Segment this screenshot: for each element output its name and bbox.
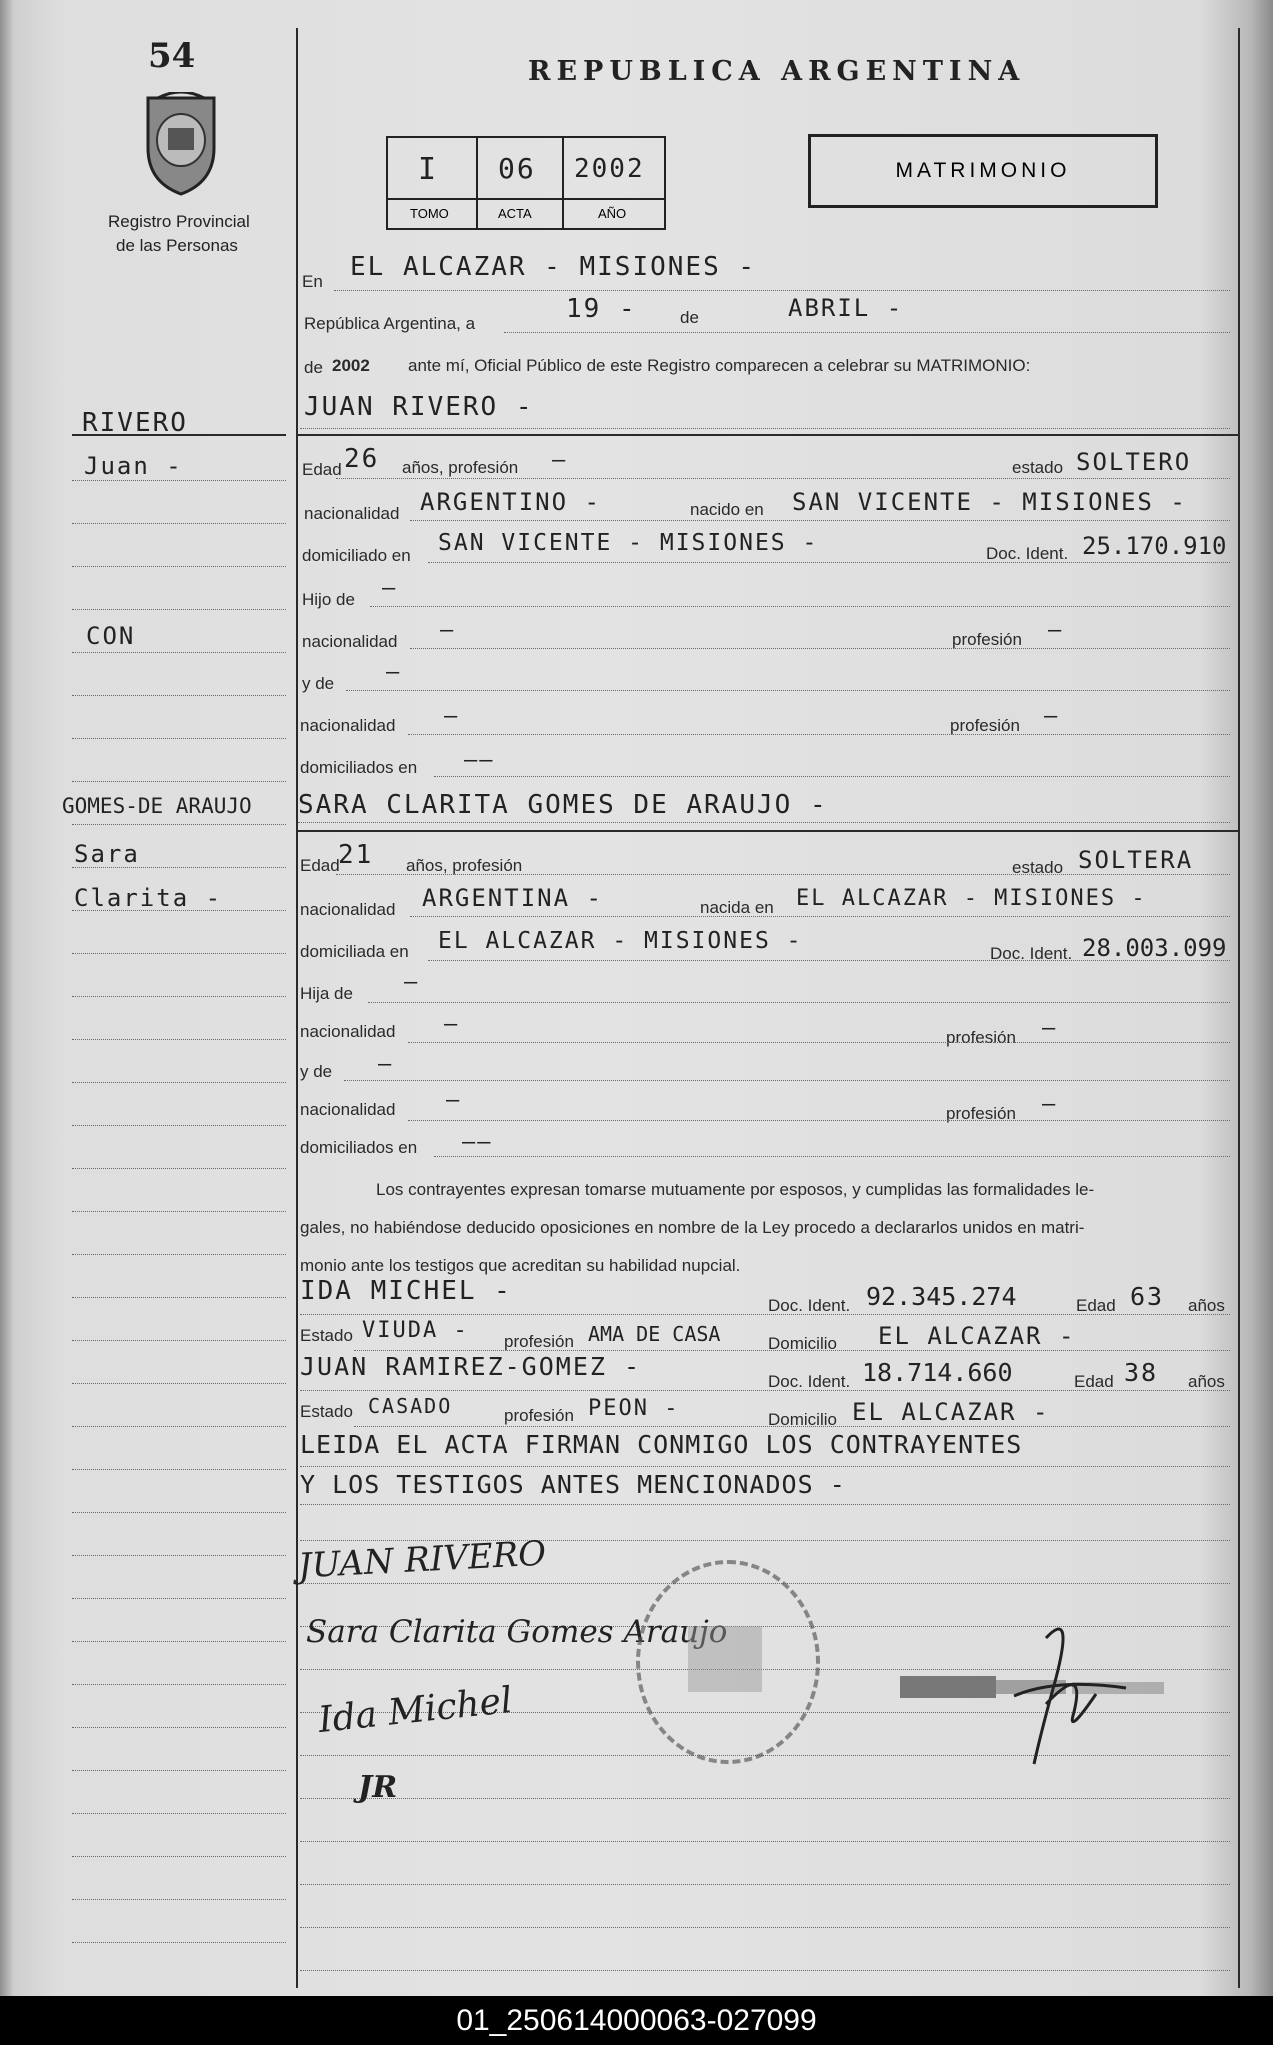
scan-footer: 01_250614000063-027099 [0,1996,1273,2045]
bride-prof1-label: profesión [946,1028,1016,1047]
groom-hijo-label: Hijo de [302,590,355,609]
bride-nac1: — [444,1012,460,1037]
witness1-domicilio-label: Domicilio [768,1334,837,1353]
groom-nac2-label: nacionalidad [300,716,396,735]
de-label: de [680,308,699,327]
declaration-line2: gales, no habiéndose deducido oposiciones en nombre de la Ley procedo a declararlos unidos en matri- [300,1218,1085,1237]
tomo-label: TOMO [410,206,449,221]
witness2-profession: PEON - [588,1396,680,1421]
intro-statement: ante mí, Oficial Público de este Registro comparecen a celebrar su MATRIMONIO: [408,356,1031,375]
witness1-estado-label: Estado [300,1326,353,1345]
bride-domicilio-label: domiciliada en [300,942,409,961]
closing-line2: Y LOS TESTIGOS ANTES MENCIONADOS - [300,1470,846,1499]
groom-prof1: — [1048,618,1064,643]
groom-nacido-label: nacido en [690,500,764,519]
margin-rule-line [72,824,286,825]
groom-doc-label: Doc. Ident. [986,544,1069,563]
bride-estado-label: estado [1012,858,1064,877]
page-number: 54 [148,36,196,76]
official-signature [896,1608,1186,1768]
witness1-edad-label: Edad [1076,1296,1116,1315]
bride-full-name: SARA CLARITA GOMES DE ARAUJO - [298,790,828,820]
witness1-status: VIUDA - [362,1318,469,1343]
margin-groom-name: Juan - [84,452,183,480]
margin-rule-line [72,609,286,610]
witness2-age: 38 [1124,1358,1159,1387]
groom-prof1-label: profesión [952,630,1022,649]
groom-prof2: — [1044,704,1060,729]
margin-rule-line [72,867,286,868]
margin-rule-line [72,1856,286,1857]
tomo-value: I [418,152,439,187]
margin-bride-surname: GOMES-DE ARAUJO [62,794,252,818]
bride-edad-label: Edad [300,856,340,875]
groom-nac1-label: nacionalidad [302,632,398,651]
bride-nationality: ARGENTINA - [422,884,603,912]
republica-label: República Argentina, a [304,314,476,333]
margin-rule-line [72,480,286,481]
ano-label: AÑO [598,206,627,221]
margin-rule-line [72,1254,286,1255]
bride-age: 21 [338,840,374,870]
witness2-doc: 18.714.660 [862,1358,1013,1387]
witness2-domicilio-label: Domicilio [768,1410,837,1429]
groom-prof2-label: profesión [950,716,1020,735]
margin-rule-line [72,910,286,911]
margin-rule-line [72,1383,286,1384]
bride-prof2: — [1042,1092,1058,1117]
bride-dom-parents: —— [462,1130,493,1155]
registry-name-line1: Registro Provincial [108,212,250,231]
bride-parent1: — [404,970,420,995]
groom-parent1: — [382,576,398,601]
groom-full-name: JUAN RIVERO - [304,392,534,422]
body-rule-line [300,1970,1230,1971]
margin-rule-line [72,695,286,696]
margin-rule-line [72,1598,286,1599]
groom-nationality: ARGENTINO - [420,488,601,516]
margin-rule [296,28,298,1988]
margin-rule-line [72,1899,286,1900]
signature-bride: Sara Clarita Gomes Araujo [306,1614,728,1650]
body-rule-line [300,1884,1230,1885]
witness2-status: CASADO [368,1394,453,1418]
bride-domicile: EL ALCAZAR - MISIONES - [438,928,803,954]
bride-parent2: — [378,1052,394,1077]
bride-prof2-label: profesión [946,1104,1016,1123]
witness2-name: JUAN RAMIREZ-GOMEZ - [300,1352,642,1381]
margin-rule-line [72,1168,286,1169]
margin-rule-line [72,1211,286,1212]
margin-rule-line [72,1469,286,1470]
margin-rule-line [72,1813,286,1814]
margin-rule-line [72,1340,286,1341]
groom-profession: — [552,448,568,473]
witness1-profession: AMA DE CASA [588,1322,721,1346]
witness1-anos-label: años [1188,1296,1225,1315]
margin-rule-line [72,1942,286,1943]
body-rule-line [300,1841,1230,1842]
groom-edad-label: Edad [302,460,342,479]
body-rule-line [300,1798,1230,1799]
margin-rule-line [72,1684,286,1685]
official-seal [636,1560,820,1764]
bride-nac1-label: nacionalidad [300,1022,396,1041]
margin-con: CON [86,622,136,650]
bride-doc-label: Doc. Ident. [990,944,1073,963]
groom-doc: 25.170.910 [1082,532,1227,560]
bride-dom-parents-label: domiciliados en [300,1138,418,1157]
witness2-estado-label: Estado [300,1402,353,1421]
bride-nac2: — [446,1088,462,1113]
groom-nac1: — [440,618,456,643]
margin-rule-line [72,652,286,653]
bride-nac2-label: nacionalidad [300,1100,396,1119]
marriage-day: 19 - [566,294,637,324]
witness1-profesion-label: profesión [504,1332,574,1351]
bride-birthplace: EL ALCAZAR - MISIONES - [796,886,1147,911]
groom-profesion-label: años, profesión [402,458,519,477]
margin-rule-line [72,566,286,567]
groom-domicilio-label: domiciliado en [302,546,411,565]
acta-value: 06 [498,152,536,185]
bride-profesion-label: años, profesión [406,856,523,875]
ano-value: 2002 [574,154,645,184]
bride-doc: 28.003.099 [1082,934,1227,962]
bride-hija-label: Hija de [300,984,353,1003]
margin-rule-line [72,1039,286,1040]
signature-groom: JUAN RIVERO [297,1533,548,1587]
shield-emblem-icon [138,92,224,198]
closing-line1: LEIDA EL ACTA FIRMAN CONMIGO LOS CONTRAYENTES [300,1430,1023,1459]
witness2-anos-label: años [1188,1372,1225,1391]
declaration-line1: Los contrayentes expresan tomarse mutuamente por esposos, y cumplidas las formalidades le- [376,1180,1095,1199]
margin-rule-line [72,1770,286,1771]
witness2-profesion-label: profesión [504,1406,574,1425]
body-rule-line [300,1927,1230,1928]
margin-bride-name2: Clarita - [74,884,223,912]
margin-rule-line [72,1125,286,1126]
record-type: MATRIMONIO [895,159,1071,182]
witness1-age: 63 [1130,1282,1165,1311]
signature-witness1: Ida Michel [316,1679,515,1742]
signature-witness2: JR [358,1770,398,1805]
groom-nac2: — [444,704,460,729]
groom-domicile: SAN VICENTE - MISIONES - [438,530,819,556]
margin-rule-line [72,953,286,954]
bride-yde-label: y de [300,1062,333,1081]
margin-rule-line [72,1426,286,1427]
record-type-box [808,134,1158,208]
margin-rule-line [72,781,286,782]
groom-yde-label: y de [302,674,335,693]
margin-rule-line [72,1297,286,1298]
registry-name-line2: de las Personas [116,236,238,255]
bride-status: SOLTERA [1078,846,1194,874]
margin-rule-line [72,738,286,739]
margin-rule-line [72,1555,286,1556]
groom-nacionalidad-label: nacionalidad [304,504,400,523]
witness2-domicile: EL ALCAZAR - [852,1398,1050,1426]
groom-age: 26 [344,444,380,474]
margin-bride-name1: Sara [74,840,140,868]
bride-prof1: — [1042,1016,1058,1041]
margin-rule-line [72,1727,286,1728]
margin-groom-surname: RIVERO [82,408,188,438]
witness1-name: IDA MICHEL - [300,1276,512,1306]
record-number-box [386,136,666,230]
margin-rule-line [72,996,286,997]
margin-rule-line [72,1641,286,1642]
witness1-domicile: EL ALCAZAR - [878,1322,1076,1350]
groom-status: SOLTERO [1076,448,1192,476]
acta-label: ACTA [498,206,532,221]
marriage-month: ABRIL - [788,294,904,322]
groom-dom-parents: —— [464,748,495,773]
groom-dom-parents-label: domiciliados en [300,758,418,777]
groom-estado-label: estado [1012,458,1064,477]
de-year-label: de [304,358,323,377]
witness1-doc-label: Doc. Ident. [768,1296,851,1315]
declaration-line3: monio ante los testigos que acreditan su habilidad nupcial. [300,1256,741,1275]
country-title: REPUBLICA ARGENTINA [528,56,1026,87]
margin-rule-line [72,1082,286,1083]
witness2-doc-label: Doc. Ident. [768,1372,851,1391]
margin-rule-line [72,523,286,524]
groom-birthplace: SAN VICENTE - MISIONES - [792,488,1187,516]
witness2-edad-label: Edad [1074,1372,1114,1391]
marriage-year: 2002 [332,356,370,375]
en-label: En [302,272,323,291]
bride-nacida-label: nacida en [700,898,774,917]
margin-rule-line [72,1512,286,1513]
bride-nacionalidad-label: nacionalidad [300,900,396,919]
groom-parent2: — [386,660,402,685]
right-rule [1238,28,1240,1988]
marriage-place: EL ALCAZAR - MISIONES - [350,252,757,282]
witness1-doc: 92.345.274 [866,1282,1017,1311]
